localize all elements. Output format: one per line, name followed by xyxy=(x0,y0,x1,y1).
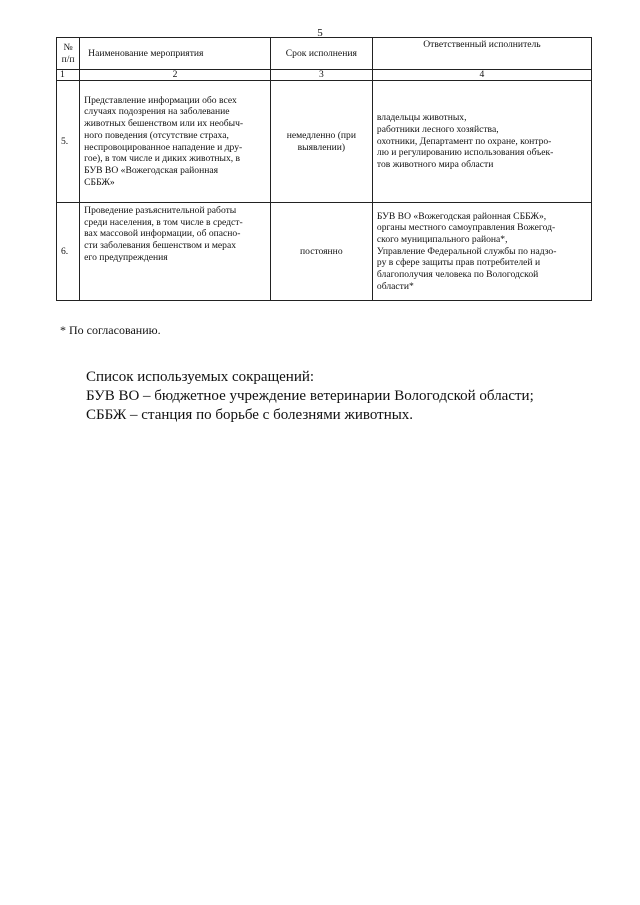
responsible-cell xyxy=(372,81,591,203)
text-line: сти заболевания бешенством и мерах xyxy=(84,240,237,252)
abbreviations-title: Список используемых сокращений: xyxy=(86,369,315,385)
text-line: БУВ ВО «Вожегодская районная СББЖ», xyxy=(376,210,547,222)
header-activity-name: Наименование мероприятия xyxy=(80,38,271,70)
row-number: 5. xyxy=(57,81,80,203)
footnote: * По согласованию. xyxy=(60,323,161,337)
text-line: Представление информации обо всех xyxy=(84,94,237,106)
text-line: постоянно xyxy=(300,245,343,257)
column-number: 4 xyxy=(372,70,591,81)
column-number: 2 xyxy=(80,70,271,81)
table-header-row xyxy=(57,38,592,70)
text-line: благополучия человека по Вологодской xyxy=(376,269,539,281)
text-line: работники лесного хозяйства, xyxy=(376,123,499,135)
text-line: СББЖ» xyxy=(84,176,115,188)
header-responsible: Ответственный исполнитель xyxy=(372,38,591,70)
abbreviations-list xyxy=(86,368,534,425)
text-line: выявлении) xyxy=(297,141,346,153)
text-line: немедленно (при xyxy=(286,129,356,141)
text-line: ного поведения (отсутствие страха, xyxy=(84,129,229,141)
column-number: 1 xyxy=(57,70,80,81)
text-line: среди населения, в том числе в средст- xyxy=(84,216,243,228)
abbreviation-item: БУВ ВО – бюджетное учреждение ветеринарии Вологодской области; xyxy=(86,388,534,404)
text-line: случаях подозрения на заболевание xyxy=(84,106,230,118)
text-line: животных бешенством или их необыч- xyxy=(84,118,244,130)
text-line: ру в сфере защиты прав потребителей и xyxy=(376,257,541,269)
abbreviation-item: СББЖ – станция по борьбе с болезнями животных. xyxy=(86,407,414,423)
text-line: вах массовой информации, об опасно- xyxy=(84,228,241,240)
activity-cell xyxy=(80,203,271,301)
text-line: его предупреждения xyxy=(84,251,168,263)
header-num-line: п/п xyxy=(61,53,75,65)
column-number: 3 xyxy=(270,70,372,81)
header-num xyxy=(57,38,80,70)
header-num-line: № xyxy=(63,42,73,54)
text-line: ского муниципального района*, xyxy=(376,233,508,245)
header-term: Срок исполнения xyxy=(270,38,372,70)
text-line: неспровоцированное нападение и дру- xyxy=(84,141,243,153)
text-line: лю и регулированию использования объек- xyxy=(376,147,554,159)
text-line: органы местного самоуправления Вожегод- xyxy=(376,222,556,234)
term-cell xyxy=(270,203,372,301)
text-line: владельцы животных, xyxy=(376,112,467,124)
text-line: Проведение разъяснительной работы xyxy=(84,205,237,216)
text-line: области* xyxy=(376,280,414,292)
row-number: 6. xyxy=(57,203,80,301)
table-row xyxy=(57,81,592,203)
text-line: гое), в том числе и диких животных, в xyxy=(84,153,241,165)
text-line: БУВ ВО «Вожегодская районная xyxy=(84,164,219,176)
activity-cell xyxy=(80,81,271,203)
text-line: тов животного мира области xyxy=(376,159,494,171)
table-row xyxy=(57,203,592,301)
term-cell xyxy=(270,81,372,203)
responsible-cell xyxy=(372,203,591,301)
activities-table xyxy=(56,37,592,301)
page-number: 5 xyxy=(317,27,323,39)
text-line: Управление Федеральной службы по надзо- xyxy=(376,245,557,257)
column-numbers-row xyxy=(57,70,592,81)
text-line: охотники, Департамент по охране, контро- xyxy=(376,135,552,147)
